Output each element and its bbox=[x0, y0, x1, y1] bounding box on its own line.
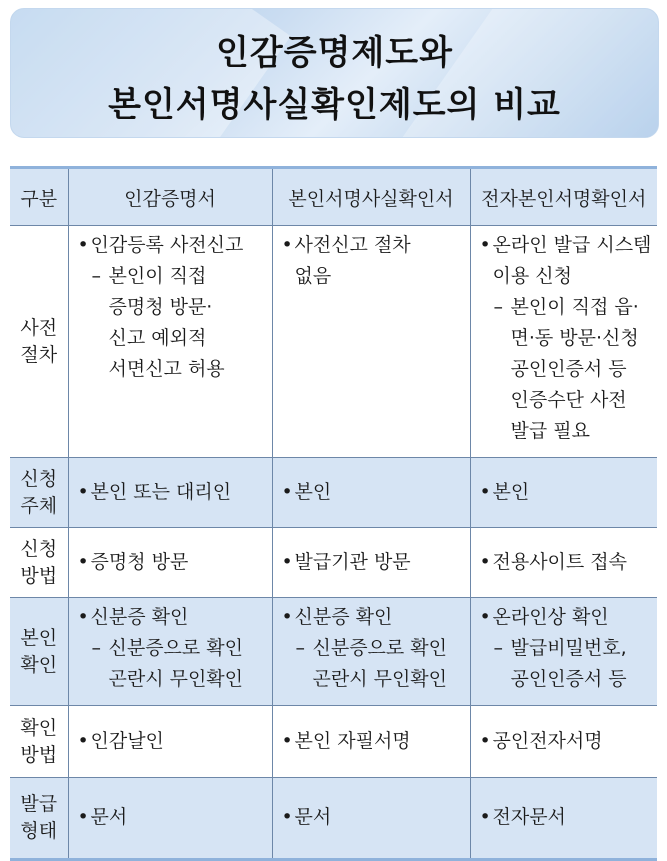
table-row-application-method bbox=[10, 528, 657, 598]
row-label bbox=[10, 458, 68, 528]
cell-content bbox=[273, 722, 470, 761]
bullet-text: • 본인 또는 대리인 bbox=[75, 477, 268, 508]
sub-item-text: 인증수단 사전 bbox=[510, 389, 627, 411]
row-label-line: 발급 bbox=[20, 792, 58, 815]
cell-content bbox=[471, 473, 658, 512]
sub-item-text: 서면신고 허용 bbox=[108, 358, 225, 380]
row-label-line: 절차 bbox=[20, 343, 58, 366]
sub-item-text: – 신분증으로 확인 bbox=[75, 633, 268, 664]
bullet-text: • 문서 bbox=[75, 802, 268, 833]
table-cell bbox=[470, 706, 657, 778]
cell-content bbox=[69, 543, 272, 582]
row-label-line: 확인 bbox=[20, 716, 58, 739]
bullet-text: • 본인 자필서명 bbox=[279, 726, 466, 757]
row-label-line: 방법 bbox=[20, 743, 58, 766]
row-label-line: 형태 bbox=[20, 819, 58, 842]
table-cell bbox=[272, 706, 470, 778]
cell-content bbox=[69, 598, 272, 699]
header-signature-confirmation: 본인서명사실확인서 bbox=[272, 169, 470, 226]
table-cell bbox=[68, 706, 272, 778]
bullet-text: 없음 bbox=[294, 265, 332, 287]
row-label-line: 신청 bbox=[20, 537, 58, 560]
table-cell bbox=[68, 598, 272, 706]
cell-content bbox=[471, 798, 658, 837]
bullet-text: • 신분증 확인 bbox=[279, 602, 466, 633]
comparison-table bbox=[10, 166, 657, 861]
table-cell bbox=[470, 778, 657, 858]
table-cell bbox=[68, 778, 272, 858]
table-cell bbox=[68, 458, 272, 528]
row-label bbox=[10, 778, 68, 858]
cell-content bbox=[69, 798, 272, 837]
table-cell bbox=[470, 226, 657, 458]
cell-content bbox=[273, 543, 470, 582]
header-category: 구분 bbox=[10, 169, 68, 226]
cell-content bbox=[471, 722, 658, 761]
bullet-text: • 사전신고 절차 bbox=[279, 230, 466, 261]
bullet-text: • 인감등록 사전신고 bbox=[75, 230, 268, 261]
row-label bbox=[10, 226, 68, 458]
cell-content bbox=[471, 543, 658, 582]
header-electronic-signature-confirmation: 전자본인서명확인서 bbox=[470, 169, 657, 226]
sub-item-text: – 발급비밀번호, bbox=[477, 633, 654, 664]
bullet-text: • 발급기관 방문 bbox=[279, 547, 466, 578]
table-cell bbox=[272, 458, 470, 528]
table-cell bbox=[68, 226, 272, 458]
bullet-text: • 인감날인 bbox=[75, 726, 268, 757]
sub-item-text: 면·동 방문·신청 bbox=[510, 327, 639, 349]
bullet-text: • 문서 bbox=[279, 802, 466, 833]
table-grid bbox=[10, 169, 657, 858]
title-line-2: 본인서명사실확인제도의 비교 bbox=[108, 85, 561, 125]
table-cell bbox=[470, 528, 657, 598]
table-cell bbox=[68, 528, 272, 598]
bullet-text: • 본인 bbox=[279, 477, 466, 508]
table-row-identity-check bbox=[10, 598, 657, 706]
sub-item-text: 곤란시 무인확인 bbox=[108, 668, 244, 690]
table-row-applicant bbox=[10, 458, 657, 528]
sub-item-text: 발급 필요 bbox=[510, 420, 590, 442]
bullet-text: • 본인 bbox=[477, 477, 654, 508]
title-line-1: 인감증명제도와 bbox=[216, 33, 453, 73]
row-label-line: 신청 bbox=[20, 467, 58, 490]
title-banner bbox=[10, 8, 659, 138]
sub-item-text: – 본인이 직접 읍· bbox=[477, 292, 654, 323]
bullet-text: • 온라인 발급 시스템 bbox=[477, 230, 654, 261]
bullet-text: 이용 신청 bbox=[492, 265, 572, 287]
table-row-confirmation-method bbox=[10, 706, 657, 778]
bullet-text: • 신분증 확인 bbox=[75, 602, 268, 633]
cell-content bbox=[273, 226, 470, 296]
table-cell bbox=[470, 458, 657, 528]
sub-item-text: 공인인증서 등 bbox=[510, 358, 627, 380]
bullet-text: • 증명청 방문 bbox=[75, 547, 268, 578]
sub-item-text: 증명청 방문· bbox=[108, 296, 213, 318]
sub-item-text: 곤란시 무인확인 bbox=[312, 668, 448, 690]
row-label-line: 본인 bbox=[20, 626, 58, 649]
cell-content bbox=[471, 226, 658, 451]
row-label-line: 확인 bbox=[20, 653, 58, 676]
row-label-line: 방법 bbox=[20, 564, 58, 587]
header-seal-certificate: 인감증명서 bbox=[68, 169, 272, 226]
row-label bbox=[10, 706, 68, 778]
table-header-row bbox=[10, 169, 657, 226]
table-cell bbox=[272, 528, 470, 598]
cell-content bbox=[273, 598, 470, 699]
cell-content bbox=[69, 226, 272, 389]
row-label-line: 사전 bbox=[20, 316, 58, 339]
table-cell bbox=[272, 778, 470, 858]
bullet-text: • 전용사이트 접속 bbox=[477, 547, 654, 578]
sub-item-text: 공인인증서 등 bbox=[510, 668, 627, 690]
table-cell bbox=[470, 598, 657, 706]
cell-content bbox=[69, 722, 272, 761]
row-label-line: 주체 bbox=[20, 494, 58, 517]
sub-item-text: 신고 예외적 bbox=[108, 327, 207, 349]
sub-item-text: – 본인이 직접 bbox=[75, 261, 268, 292]
cell-content bbox=[273, 798, 470, 837]
cell-content bbox=[471, 598, 658, 699]
row-label bbox=[10, 598, 68, 706]
sub-item-text: – 신분증으로 확인 bbox=[279, 633, 466, 664]
cell-content bbox=[69, 473, 272, 512]
table-cell bbox=[272, 598, 470, 706]
bullet-text: • 전자문서 bbox=[477, 802, 654, 833]
row-label bbox=[10, 528, 68, 598]
table-cell bbox=[272, 226, 470, 458]
table-row-pre-procedure bbox=[10, 226, 657, 458]
bullet-text: • 공인전자서명 bbox=[477, 726, 654, 757]
table-row-issuance-form bbox=[10, 778, 657, 858]
cell-content bbox=[273, 473, 470, 512]
bullet-text: • 온라인상 확인 bbox=[477, 602, 654, 633]
